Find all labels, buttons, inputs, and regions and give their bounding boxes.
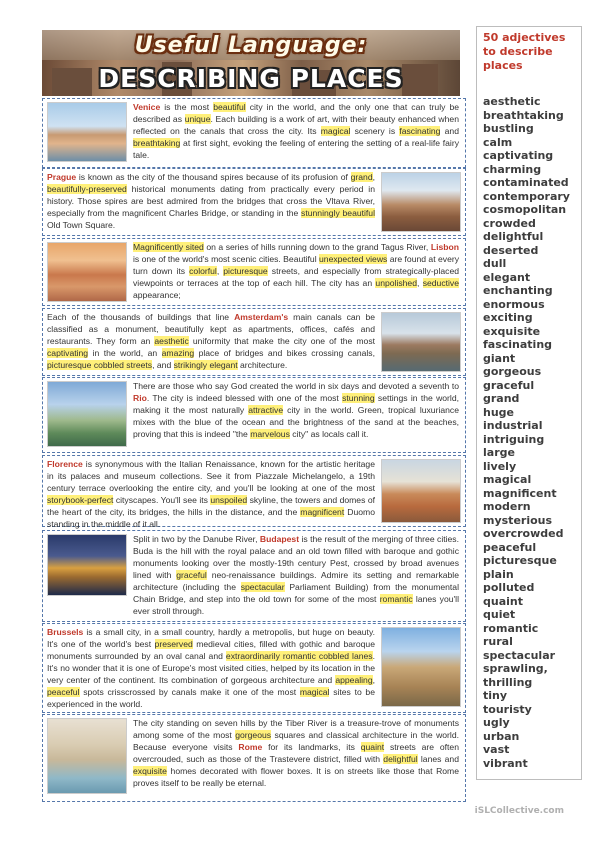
adjective-item: enormous <box>483 297 545 311</box>
adjective-item: gorgeous <box>483 365 542 378</box>
paragraph-text: There are those who say God created the world in six days and devoted a seventh to <box>133 381 459 391</box>
paragraph-text: historical monuments dating from practically every period in history. Those spires are best admired from the bridges that cross the Vltava River, especially from the magnificent Charles Bridge, or standing in the <box>47 184 375 218</box>
adjective-item: intriguing <box>483 432 545 446</box>
highlighted-adjective: beautifully-preserved <box>47 184 127 194</box>
highlighted-adjective: amazing <box>161 348 195 358</box>
paragraph-text: Old Town Square. <box>47 220 116 230</box>
adjective-item: charming <box>483 162 542 176</box>
highlighted-adjective: picturesque <box>223 266 268 276</box>
adjective-item: tiny <box>483 689 508 702</box>
city-name: Venice <box>133 102 161 112</box>
paragraph-text: is synonymous with the Italian Renaissance, known for the artistic heritage in its palaces and museum collections. See it from Piazzale Michelangelo, a 19th century terrace overlooking the entire city, and you'll be looking at one of the most <box>47 459 375 493</box>
budapest-photo <box>47 534 127 596</box>
paragraph-text: Duomo standing in the middle of it all. <box>47 507 375 529</box>
highlighted-adjective: unspoiled <box>210 495 248 505</box>
adjective-item: sprawling, <box>483 662 548 675</box>
city-name: Amsterdam's <box>234 312 289 322</box>
adjective-item: industrial <box>483 419 543 432</box>
brussels-text <box>47 626 375 710</box>
highlighted-adjective: aesthetic <box>154 336 189 346</box>
paragraph-text: for its landmarks, its <box>262 742 361 752</box>
highlighted-adjective: exquisite <box>133 766 167 776</box>
city-name: Rio <box>133 393 147 403</box>
city-name: Rome <box>238 742 263 752</box>
paragraph-text: , <box>372 675 375 685</box>
adjective-item: quaint <box>483 594 523 608</box>
adjective-item: vast <box>483 743 510 756</box>
adjective-item: touristy <box>483 702 532 716</box>
city-name: Budapest <box>259 534 300 544</box>
brussels-section <box>42 623 466 713</box>
adjective-item: aesthetic <box>483 95 541 108</box>
highlighted-adjective: spectacular <box>240 582 285 592</box>
highlighted-adjective: unexpected views <box>319 254 388 264</box>
adjective-item: exquisite <box>483 324 541 338</box>
venice-section <box>42 98 466 168</box>
title-banner <box>42 30 460 96</box>
highlighted-adjective: delightful <box>383 754 418 764</box>
paragraph-text: is the result of the merging of three cities. Buda is the hill with the royal palace and an old town filled with baroque and gothic monuments looking over the mostly-19th century Pest, crossed by broad avenues lined with <box>133 534 459 580</box>
prague-section <box>42 168 466 236</box>
adjective-item: peaceful <box>483 540 537 554</box>
paragraph-text: architecture. <box>237 360 288 370</box>
paragraph-text: appearance; <box>133 290 181 300</box>
rio-text <box>133 380 459 440</box>
paragraph-text: is one of the world's most scenic cities. Beautiful <box>133 254 320 264</box>
paragraph-text: uniformity that make the city one of the most <box>188 336 376 346</box>
banner-subtitle: DESCRIBING PLACES <box>98 64 404 93</box>
highlighted-adjective: strikingly elegant <box>173 360 238 370</box>
highlighted-adjective: captivating <box>47 348 89 358</box>
adjective-item: graceful <box>483 378 535 392</box>
highlighted-adjective: unique <box>184 114 211 124</box>
adjective-item: urban <box>483 729 520 743</box>
paragraph-text: are found at every turn down its <box>133 254 460 276</box>
highlighted-adjective: seductive <box>422 278 459 288</box>
florence-text <box>47 458 375 530</box>
paragraph-text: place of bridges and bikes crossing canals, <box>194 348 375 358</box>
lisbon-photo <box>47 242 127 302</box>
paragraph-text: medieval cities, filled with gothic and baroque monuments surrounded by an oval canal and <box>47 639 375 661</box>
paragraph-text: The city standing on seven hills by the Tiber River is a treasure-trove of monuments among some of the most <box>133 718 459 740</box>
paragraph-text: is the most <box>160 102 214 112</box>
paragraph-text: settings in the world, making it the most naturally <box>133 393 459 415</box>
lisbon-text <box>133 241 459 301</box>
venice-photo <box>47 102 127 162</box>
adjective-item: large <box>483 446 515 459</box>
paragraph-text: at first sight, evoking the feeling of entering the setting of a real-life fairy tale. <box>133 138 459 160</box>
paragraph-text: city in the world. Green, tropical luxuriance mixes with the blue of the ocean and the brightness of the sand at the beaches, proving that this is indeed "the <box>133 405 459 439</box>
adjective-item: plain <box>483 567 514 581</box>
rio-section <box>42 377 466 453</box>
adjective-item: breathtaking <box>483 108 564 122</box>
paragraph-text: neo-renaissance buildings. Admire its setting and remarkable architecture (including the <box>133 570 459 592</box>
paragraph-text: , <box>216 266 224 276</box>
adjective-item: mysterious <box>483 513 553 527</box>
highlighted-adjective: magical <box>320 126 351 136</box>
highlighted-adjective: storybook-perfect <box>47 495 114 505</box>
paragraph-text: streets are often overcrouded, such as those of the Trastevere district, filled with <box>133 742 459 764</box>
adjective-item: romantic <box>483 621 539 635</box>
highlighted-adjective: graceful <box>176 570 207 580</box>
adjective-item: elegant <box>483 270 531 284</box>
adjective-item: thrilling <box>483 675 533 689</box>
adjective-item: giant <box>483 351 516 365</box>
adjective-item: exciting <box>483 311 533 324</box>
adjective-item: contaminated <box>483 176 569 189</box>
adjective-item: overcrowded <box>483 527 564 540</box>
paragraph-text: main canals can be classified as a monument, beautifully kept as apartments, offices, cafés and restaurants. They form an <box>47 312 376 346</box>
highlighted-adjective: grand <box>350 172 373 182</box>
paragraph-text: homes decorated with flower boxes. It is on streets like those that Rome proves itself to be really be eternal. <box>133 766 459 788</box>
brussels-photo <box>381 627 461 707</box>
paragraph-text: and <box>440 126 459 136</box>
venice-text <box>133 101 459 161</box>
city-name: Prague <box>47 172 77 182</box>
paragraph-text: lanes and <box>417 754 459 764</box>
rome-text <box>133 717 459 789</box>
highlighted-adjective: magnificent <box>300 507 345 517</box>
lisbon-section <box>42 238 466 306</box>
adjective-item: huge <box>483 405 514 419</box>
adjective-item: contemporary <box>483 189 570 203</box>
paragraph-text: Parliament Building) from the monumental Chain Bridge, and step into the old town for some of the most <box>133 582 459 604</box>
amsterdam-section <box>42 308 466 376</box>
paragraph-text: lanes you'll ever stroll through. <box>133 594 459 616</box>
paragraph-text: . It's no wonder that it is one of Europe's most visited cities, helped by its location in the very center of the continent. Its combination of gorgeous architecture and <box>47 651 375 685</box>
prague-photo <box>381 172 461 232</box>
amsterdam-text <box>47 311 375 371</box>
adjective-item: magical <box>483 473 532 486</box>
highlighted-adjective: unpolished <box>375 278 417 288</box>
highlighted-adjective: preserved <box>154 639 193 649</box>
paragraph-text: on a series of hills running down to the grand Tagus River, <box>203 242 431 252</box>
highlighted-adjective: gorgeous <box>235 730 272 740</box>
paragraph-text: city" as locals call it. <box>289 429 369 439</box>
adjective-item: dull <box>483 257 507 270</box>
highlighted-adjective: stunningly beautiful <box>301 208 375 218</box>
adjective-item: crowded <box>483 216 536 230</box>
paragraph-text: , <box>417 278 423 288</box>
paragraph-text: sites to be experienced in the world. <box>47 687 375 709</box>
city-name: Lisbon <box>430 242 459 252</box>
florence-section <box>42 455 466 527</box>
paragraph-text: scenery is <box>350 126 400 136</box>
paragraph-text: is known as the city of the thousand spires because of its profusion of <box>76 172 351 182</box>
highlighted-adjective: appealing <box>335 675 373 685</box>
highlighted-adjective: colorful <box>189 266 217 276</box>
adjective-item: enchanting <box>483 284 553 297</box>
highlighted-adjective: attractive <box>248 405 284 415</box>
amsterdam-photo <box>381 312 461 372</box>
adjective-item: rural <box>483 635 513 648</box>
highlighted-adjective: marvelous <box>250 429 290 439</box>
highlighted-adjective: quaint <box>360 742 385 752</box>
paragraph-text: city in the world, and the only one that can truly be described as <box>133 102 460 124</box>
city-name: Brussels <box>47 627 84 637</box>
paragraph-text: Each of the thousands of buildings that line <box>47 312 235 322</box>
adjective-item: modern <box>483 500 531 513</box>
adjective-item: deserted <box>483 243 539 257</box>
highlighted-adjective: picturesque cobbled streets <box>47 360 153 370</box>
florence-photo <box>381 459 461 523</box>
highlighted-adjective: romantic <box>379 594 413 604</box>
adjective-item: polluted <box>483 581 535 594</box>
highlighted-adjective: Magnificently sited <box>133 242 204 252</box>
adjective-item: bustling <box>483 122 534 135</box>
watermark: iSLCollective.com <box>474 806 564 816</box>
paragraph-text: squares and classical architecture in the world. Because everyone visits <box>133 730 459 752</box>
paragraph-text: in the world, an <box>88 348 162 358</box>
rio-photo <box>47 381 127 447</box>
adjective-item: magnificent <box>483 486 557 500</box>
highlighted-adjective: stunning <box>342 393 375 403</box>
highlighted-adjective: beautiful <box>213 102 246 112</box>
adjective-item: delightful <box>483 230 544 243</box>
sidebar-title: 50 adjectives to describe places <box>483 31 566 72</box>
adjective-item: spectacular <box>483 648 556 662</box>
adjective-item: captivating <box>483 149 554 162</box>
adjective-list <box>477 95 581 770</box>
paragraph-text: Split in two by the Danube River, <box>133 534 260 544</box>
paragraph-text: , and <box>152 360 174 370</box>
adjective-item: vibrant <box>483 756 528 770</box>
paragraph-text: skyline, the towers and domes of the heart of the city, its bridges, the hills in the distance, and the <box>47 495 375 517</box>
highlighted-adjective: fascinating <box>399 126 441 136</box>
adjective-item: quiet <box>483 608 516 621</box>
banner-title: Useful Language: <box>134 33 368 58</box>
adjective-item: grand <box>483 392 520 405</box>
adjective-item: cosmopolitan <box>483 203 567 216</box>
paragraph-text: cityscapes. You'll see its <box>113 495 211 505</box>
highlighted-adjective: breathtaking <box>133 138 181 148</box>
paragraph-text: spots crisscrossed by canals make it one of the most <box>79 687 300 697</box>
paragraph-text: is a small city, in a small country, hardly a metropolis, but huge on beauty. It's one of the world's best <box>47 627 375 649</box>
adjective-item: calm <box>483 135 513 149</box>
budapest-section <box>42 530 466 622</box>
budapest-text <box>133 533 459 617</box>
paragraph-text: streets, and especially from strategically-placed viewpoints or terraces at the top of each hill. The city has an <box>133 266 460 288</box>
rome-section <box>42 714 466 802</box>
paragraph-text: , <box>372 172 375 182</box>
highlighted-adjective: magical <box>299 687 330 697</box>
prague-text <box>47 171 375 231</box>
adjective-item: picturesque <box>483 554 557 567</box>
adjective-item: fascinating <box>483 338 553 351</box>
paragraph-text: . The city is indeed blessed with one of the most <box>146 393 343 403</box>
city-name: Florence <box>47 459 83 469</box>
rome-photo <box>47 718 127 794</box>
paragraph-text: . Each building is a work of art, with their beauty enhanced when reflected on the canals that cross the city. Its <box>133 114 459 136</box>
adjectives-sidebar <box>476 26 582 780</box>
adjective-item: ugly <box>483 716 510 729</box>
highlighted-adjective: peaceful <box>47 687 80 697</box>
highlighted-adjective: extraordinarily romantic cobbled lanes <box>225 651 373 661</box>
adjective-item: lively <box>483 459 517 473</box>
